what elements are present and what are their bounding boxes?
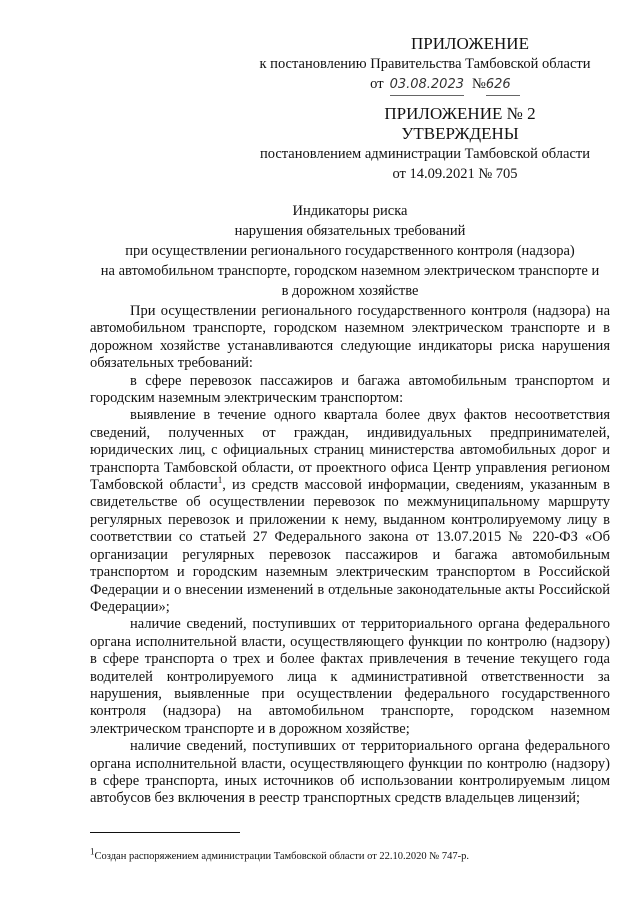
footnote-text: Создан распоряжением администрации Тамбовской области от 22.10.2020 № 747-р.: [94, 851, 470, 862]
appendix2-title: ПРИЛОЖЕНИЕ № 2: [384, 104, 536, 123]
footnote-reference: 1: [217, 475, 223, 486]
heading-line: Индикаторы риска: [292, 203, 408, 219]
approved-label: УТВЕРЖДЕНЫ: [401, 124, 519, 143]
indicator-1-text-a: выявление в течение одного квартала более двух фактов несоответствия сведений, полученных от граждан, индивидуальных предпринимателей, юридических лиц, с официальных страниц министерства автомобильных дорог и транспорта Тамбовской области, от проектного офиса Центр управления регионом Тамбовской области: [90, 407, 610, 494]
approved-date-line: от 14.09.2021 № 705: [392, 166, 518, 182]
appendix-resolution-line: к постановлению Правительства Тамбовской области: [259, 56, 591, 72]
heading-line: нарушения обязательных требований: [234, 223, 466, 239]
heading-line: в дорожном хозяйстве: [281, 283, 419, 299]
footnote-mark: 1: [90, 846, 95, 857]
indicator-1-text-b: , из средств массовой информации, сведениям, указанным в свидетельстве об осуществлении перевозок по межмуниципальному маршруту регулярных перевозок и приложении к нему, выданном контролируемому лицу в соответствии со статьей 27 Федерального закона от 13.07.2015 № 220-ФЗ «Об организации регулярных перевозок пассажиров и багажа автомобильным транспортом и городским наземным электрическим транспортом в Российской Федерации и о внесении изменений в отдельные законодательные акты Российской Федерации»;: [90, 477, 610, 615]
intro-paragraph: При осуществлении регионального государственного контроля (надзора) на автомобильном транспорте, городском наземном электрическом транспорте и в дорожном хозяйстве устанавливаются следующие индикаторы риска нарушения обязательных требований:: [90, 303, 610, 372]
handwritten-number: 626: [486, 75, 520, 96]
document-heading: [80, 201, 620, 301]
appendix-date-number: [250, 74, 600, 96]
footnote: [90, 846, 470, 863]
indicator-paragraph-3: наличие сведений, поступивших от территориального органа федерального органа исполнительной власти, осуществляющего функции по контролю (надзору) в сфере транспорта, иных источников об использовании контролируемым лицом автобусов без включения в реестр транспортных средств владельцев лицензий;: [90, 738, 610, 807]
heading-line: на автомобильном транспорте, городском наземном электрическом транспорте и: [100, 263, 600, 279]
from-label: от: [370, 76, 384, 92]
indicator-paragraph-2: наличие сведений, поступивших от территориального органа федерального органа исполнительной власти, осуществляющего функции по контролю (надзору) в сфере транспорта о трех и более фактах привлечения в течение текущего года водителей контролируемого лица к административной ответственности за нарушения, выявленные при осуществлении федерального государственного контроля (надзора) на автомобильном транспорте, городском наземном электрическом транспорте и в дорожном хозяйстве;: [90, 616, 610, 737]
indicator-paragraph-1: [90, 407, 610, 616]
sphere-paragraph: в сфере перевозок пассажиров и багажа автомобильным транспортом и городским наземным электрическим транспортом:: [90, 372, 610, 407]
appendix2-header: [250, 104, 600, 184]
appendix-header: [250, 34, 600, 96]
approved-by-line: постановлением администрации Тамбовской области: [259, 146, 590, 162]
heading-line: при осуществлении регионального государственного контроля (надзора): [125, 243, 575, 259]
handwritten-date: 03.08.2023: [390, 75, 464, 96]
appendix-title: ПРИЛОЖЕНИЕ: [411, 34, 529, 53]
number-label: №: [472, 76, 486, 92]
footnote-divider: [90, 832, 240, 833]
document-body: [90, 303, 610, 808]
